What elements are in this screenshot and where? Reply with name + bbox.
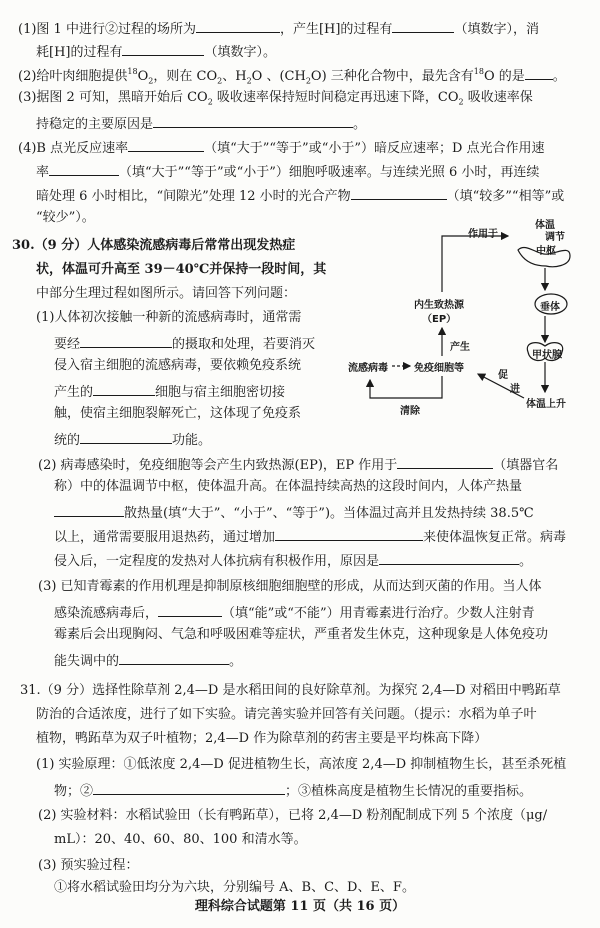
q30-text: 功能。 (172, 433, 212, 448)
q30-s3-line: 霉素后会出现胸闷、气急和呼吸困难等症状，严重者发生休克，这种现象是人体免疫功 (54, 627, 549, 642)
answer-blank[interactable] (275, 527, 423, 541)
q30-s2-line (54, 503, 534, 521)
q31-text: ；③植株高度是植物生长情况的重要指标。 (285, 784, 533, 799)
subscript: 2 (148, 76, 154, 86)
label-acts-on: 作用于 (468, 229, 498, 240)
answer-blank[interactable] (379, 551, 519, 565)
q30-text: 细胞与宿主细胞密切接 (155, 385, 286, 400)
q29-text: “较少”）。 (36, 210, 95, 225)
q30-s1-line: 侵入宿主细胞的流感病毒，要依赖免疫系统 (54, 358, 302, 373)
q29-text: 。 (353, 117, 367, 132)
answer-blank[interactable] (397, 455, 493, 469)
answer-blank[interactable] (122, 42, 204, 56)
q30-text: （填“能”或“不能”）用青霉素进行治疗。少数人注射青 (222, 606, 535, 621)
q29-text: 耗[H]的过程有 (36, 45, 123, 60)
q30-s3-line (54, 651, 242, 669)
answer-blank[interactable] (119, 651, 229, 665)
subscript: 2 (305, 76, 311, 86)
q30-s2-line (54, 527, 566, 545)
q29-text: ，则在 CO (153, 69, 218, 84)
superscript: 18 (127, 67, 138, 76)
label-center-3: 中枢 (536, 246, 556, 257)
q29-text: 。 (552, 69, 566, 84)
q30-s1-line (54, 334, 315, 352)
q31-s2-line: (2) 实验材料：水稻试验田（长有鸭跖草），已将 2,4—D 粉剂配制成下列 5 个浓度（μg/ (38, 808, 548, 823)
subscript: 2 (207, 97, 213, 107)
answer-blank[interactable] (93, 382, 155, 396)
q29-text: O) 三种化合物中，最先含有 (310, 69, 474, 84)
label-temp-up: 体温上升 (526, 399, 566, 410)
q30-heading: 30.（9 分）人体感染流感病毒后常常出现发热症 (12, 238, 296, 253)
q29-text: （填“大于”“等于”或“小于”）细胞呼吸速率。与连续光照 6 小时，再连续 (119, 165, 540, 180)
arrow-ep-to-center (442, 236, 508, 292)
page-footer: 理科综合试题第 11 页（共 16 页） (194, 899, 406, 914)
answer-blank[interactable] (351, 186, 447, 200)
answer-blank[interactable] (80, 334, 172, 348)
q30-s3-line: (3) 已知青霉素的作用机理是抑制原核细胞细胞壁的形成，从而达到灭菌的作用。当人体 (38, 579, 542, 594)
q30-text: 以上，通常需要服用退热药，通过增加 (54, 530, 276, 545)
q30-text: 。 (519, 554, 533, 569)
q29-text: （填数字）。 (204, 45, 276, 60)
label-promote-1: 促 (498, 370, 508, 381)
q30-text: 散热量(填“大于”、“小于”、“等于”)。当体温过高并且发热持续 38.5℃ (124, 506, 534, 521)
q30-heading-3: 中部分生理过程如图所示。请回答下列问题： (36, 286, 297, 301)
q29-line-7 (36, 162, 539, 180)
q30-text: 统的 (54, 433, 81, 448)
q31-heading: 31.（9 分）选择性除草剂 2,4—D 是水稻田间的良好除草剂。为探究 2,4—D 对稻田中鸭跖草 (20, 683, 561, 698)
q29-line-6 (18, 138, 545, 156)
label-virus: 流感病毒 (348, 363, 388, 374)
answer-blank[interactable] (525, 66, 553, 80)
q30-s1-line: 触，使宿主细胞裂解死亡，这体现了免疫系 (54, 406, 302, 421)
q29-text: 率 (36, 165, 50, 180)
q29-text: O 、(CH (251, 69, 306, 84)
q29-text: （填“大于”“等于”或“小于”）暗反应速率；D 点光合作用速 (204, 141, 545, 156)
answer-blank[interactable] (80, 430, 172, 444)
q31-heading-3: 植物，鸭跖草为双子叶植物；2,4—D 作为除草剂的药害主要是平均株高下降） (36, 731, 488, 746)
answer-blank[interactable] (392, 19, 454, 33)
q29-text: O 的是 (483, 69, 525, 84)
q29-text: 吸收速率保持短时间稳定再迅速下降，CO (212, 90, 459, 105)
q30-text: 侵入后，一定程度的发热对人体抗病有积极作用，原因是 (54, 554, 380, 569)
superscript: 18 (473, 67, 484, 76)
q30-text: 来使体温恢复正常。病毒 (423, 530, 567, 545)
q29-text: 暗处理 6 小时相比，“间隙光”处理 12 小时的光合产物 (36, 189, 351, 204)
answer-blank[interactable] (196, 19, 280, 33)
label-ep-1: 内生致热源 (414, 300, 464, 311)
q29-line-4 (18, 90, 533, 110)
q29-text: (3)据图 2 可知，黑暗开始后 CO (18, 90, 208, 105)
label-pituitary: 垂体 (540, 302, 560, 313)
q30-text: 要经 (54, 337, 81, 352)
q29-line-8 (36, 186, 564, 204)
q30-s1-line (54, 382, 285, 400)
answer-blank[interactable] (153, 114, 353, 128)
label-produce: 产生 (450, 342, 470, 353)
q29-text: (1)图 1 中进行②过程的场所为 (18, 22, 196, 37)
q29-line-3 (18, 66, 566, 89)
q29-text: （填“较多”“相等”或 (446, 189, 565, 204)
answer-blank[interactable] (54, 503, 124, 517)
q29-text: (2)给叶肉细胞提供 (18, 69, 128, 84)
label-promote-2: 进 (510, 384, 520, 395)
answer-blank[interactable] (128, 138, 204, 152)
subscript: 2 (246, 76, 252, 86)
subscript: 2 (217, 76, 223, 86)
q30-text: 能失调中的 (54, 654, 120, 669)
arrow-clear (370, 376, 442, 398)
q30-heading-2: 状，体温可升高至 39－40℃并保持一段时间，其 (36, 262, 327, 277)
q29-text: ，产生[H]的过程有 (279, 22, 393, 37)
q29-text: 、H (222, 69, 247, 84)
q29-line-9 (36, 210, 95, 225)
q30-text: (2) 病毒感染时，免疫细胞等会产生内致热源(EP)，EP 作用于 (38, 458, 398, 473)
q29-line-1 (18, 19, 539, 37)
q29-text: 持稳定的主要原因是 (36, 117, 154, 132)
q31-s3-line: ①将水稻试验田均分为六块，分别编号 A、B、C、D、E、F。 (54, 880, 415, 895)
q29-line-2 (36, 42, 276, 60)
subscript: 2 (458, 97, 464, 107)
q29-text: (4)B 点光反应速率 (18, 141, 129, 156)
answer-blank[interactable] (49, 162, 119, 176)
q29-text: （填数字），消 (454, 22, 539, 37)
q30-s3-line (54, 603, 535, 621)
fever-regulation-diagram (348, 216, 593, 426)
label-clear: 清除 (400, 406, 420, 417)
label-immune-cells: 免疫细胞等 (414, 363, 464, 374)
label-thyroid: 甲状腺 (532, 350, 562, 361)
q31-s1-line: (1) 实验原理：①低浓度 2,4—D 促进植物生长，高浓度 2,4—D 抑制植物生长，甚至杀死植 (36, 757, 567, 772)
q31-s3-line: (3) 预实验过程： (38, 858, 139, 873)
answer-blank[interactable] (158, 603, 222, 617)
q30-s2-line (54, 551, 532, 569)
answer-blank[interactable] (93, 781, 285, 795)
q30-s2-line: 称）中的体温调节中枢，使体温升高。在体温持续高热的这段时间内，人体产热量 (54, 479, 523, 494)
q31-s1-line (54, 781, 532, 799)
q30-text: 感染流感病毒后， (54, 606, 159, 621)
q30-text: 。 (229, 654, 243, 669)
q29-text: 吸收速率保 (463, 90, 533, 105)
q30-s1-line: (1)人体初次接触一种新的流感病毒时，通常需 (36, 310, 302, 325)
q31-heading-2: 防治的合适浓度，进行了如下实验。请完善实验并回答有关问题。（提示：水稻为单子叶 (36, 707, 537, 722)
label-ep-2: （EP） (422, 314, 457, 325)
q30-text: 产生的 (54, 385, 94, 400)
q31-text: 物；② (54, 784, 94, 799)
label-center-2: 调节 (545, 232, 565, 243)
q30-s2-line (38, 455, 558, 473)
label-center-1: 体温 (535, 220, 555, 231)
q29-line-5 (36, 114, 366, 132)
q31-s2-line: mL）：20、40、60、80、100 和清水等。 (54, 832, 307, 847)
q30-text: （填器官名 (493, 458, 559, 473)
q29-text: O (137, 69, 149, 84)
q30-s1-line (54, 430, 211, 448)
q30-text: 的摄取和处理，若要消灭 (172, 337, 316, 352)
